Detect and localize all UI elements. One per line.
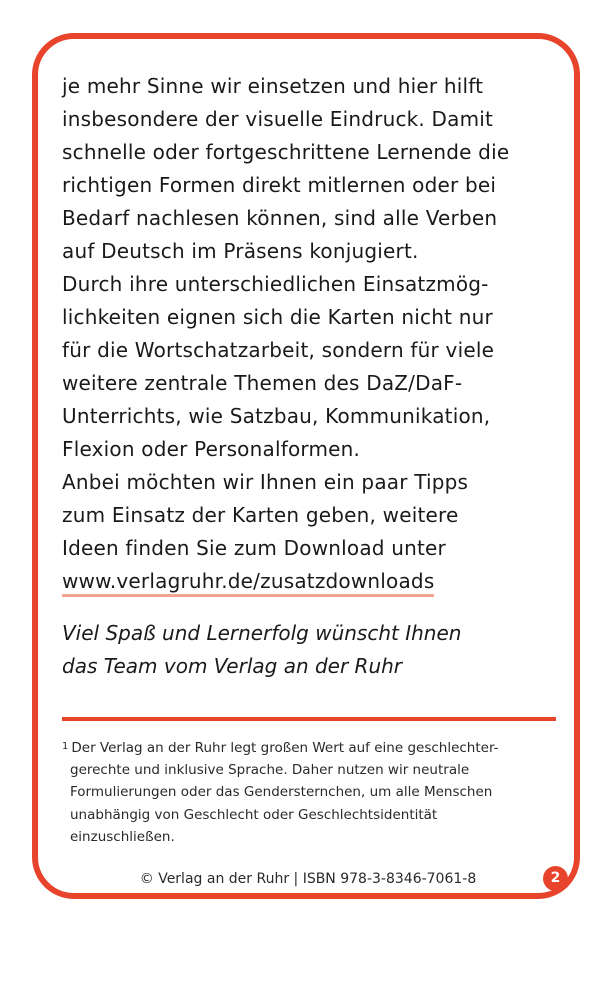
footnote-line: einzuschließen.: [70, 829, 175, 845]
copyright-notice: © Verlag an der Ruhr | ISBN 978-3-8346-7061-8: [139, 871, 477, 887]
body-line: insbesondere der visuelle Eindruck. Damit: [62, 107, 494, 131]
page-number-badge: 2: [543, 866, 568, 891]
body-line: Flexion oder Personalformen.: [62, 437, 361, 461]
footnote-marker: 1: [62, 741, 69, 752]
footnote: [62, 736, 562, 849]
body-line: Anbei möchten wir Ihnen ein paar Tipps: [62, 470, 469, 494]
body-line: Durch ihre unterschiedlichen Einsatzmög-: [62, 272, 489, 296]
download-link-line: [62, 565, 562, 598]
closing-greeting: [62, 617, 562, 683]
footnote-line: gerechte und inklusive Sprache. Daher nutzen wir neutrale: [70, 761, 470, 778]
body-line: Bedarf nachlesen können, sind alle Verben: [62, 206, 498, 230]
body-line: für die Wortschatzarbeit, sondern für viele: [62, 338, 495, 362]
body-line: weitere zentrale Themen des DaZ/DaF-: [62, 371, 463, 395]
download-link[interactable]: www.verlagruhr.de/zusatzdownloads: [62, 569, 434, 597]
footnote-text: Der Verlag an der Ruhr legt großen Wert auf eine geschlechter-: [71, 740, 499, 756]
body-line: zum Einsatz der Karten geben, weitere: [62, 503, 459, 527]
body-line: richtigen Formen direkt mitlernen oder bei: [62, 173, 497, 197]
footnote-line: [62, 736, 562, 759]
body-line: Unterrichts, wie Satzbau, Kommunikation,: [62, 404, 491, 428]
footnote-line: Formulierungen oder das Gendersternchen, um alle Menschen: [70, 784, 493, 800]
body-line: je mehr Sinne wir einsetzen und hier hilft: [62, 74, 484, 98]
body-line: schnelle oder fortgeschrittene Lernende die: [62, 140, 510, 164]
closing-line: das Team vom Verlag an der Ruhr: [62, 654, 403, 678]
body-line: auf Deutsch im Präsens konjugiert.: [62, 239, 419, 263]
body-text: [62, 70, 562, 598]
footnote-divider: [62, 717, 556, 721]
body-line: lichkeiten eignen sich die Karten nicht nur: [62, 305, 493, 329]
body-line: Ideen finden Sie zum Download unter: [62, 536, 446, 560]
closing-line: Viel Spaß und Lernerfolg wünscht Ihnen: [62, 621, 462, 645]
footnote-line: unabhängig von Geschlecht oder Geschlechtsidentität: [70, 806, 438, 823]
